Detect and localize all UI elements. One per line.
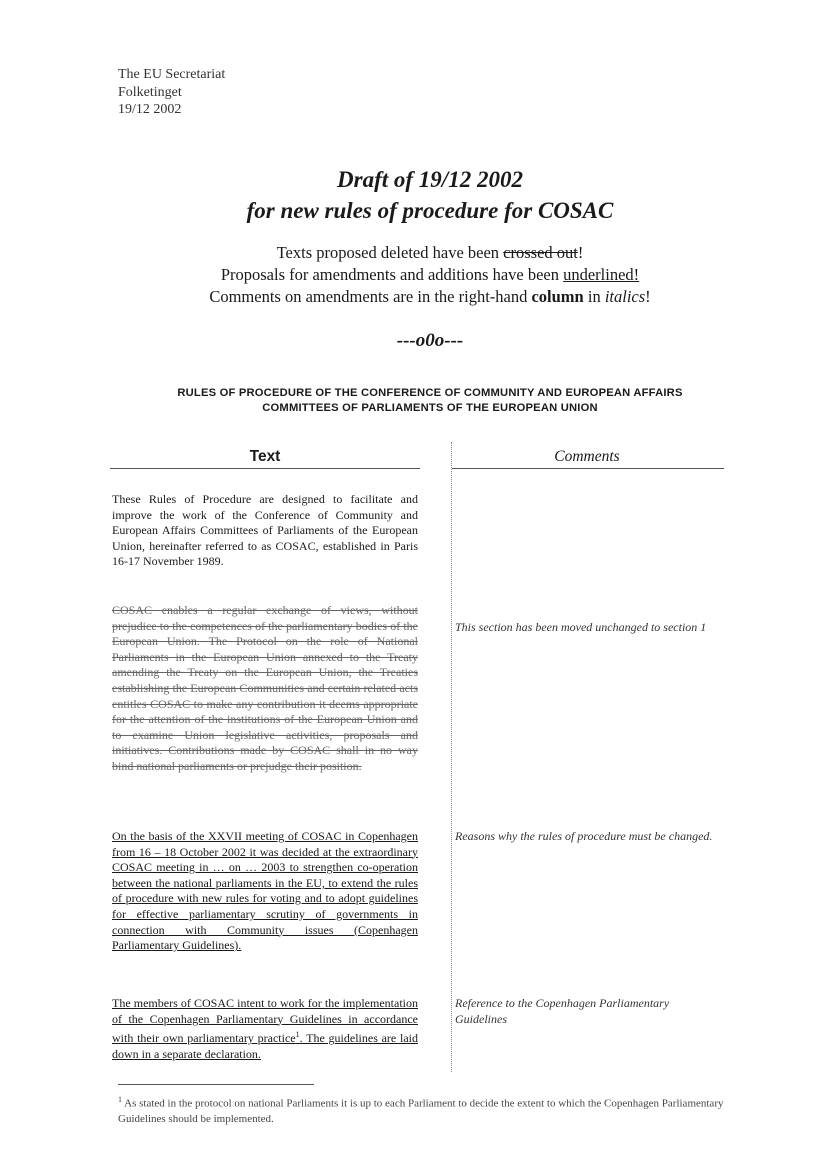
title-line-1: Draft of 19/12 2002 xyxy=(337,167,523,192)
comments-heading-rule xyxy=(452,468,724,469)
legend-comments-text: Comments on amendments are in the right-hand xyxy=(209,287,532,306)
comment-reference: Reference to the Copenhagen Parliamentary Guidelines xyxy=(455,996,670,1026)
comments-column-heading: Comments xyxy=(554,448,620,465)
footnote-number: 1 xyxy=(118,1095,122,1104)
footnote xyxy=(118,1092,728,1127)
legend-deleted xyxy=(0,242,832,264)
title-line-2: for new rules of procedure for COSAC xyxy=(246,198,614,223)
legend-comments-italic: italics xyxy=(604,287,646,306)
comment-reasons: Reasons why the rules of procedure must be changed. xyxy=(455,829,713,843)
footnote-ref: 1 xyxy=(295,1030,300,1040)
legend-deleted-text: Texts proposed deleted have been xyxy=(276,243,504,262)
comment-moved: This section has been moved unchanged to section 1 xyxy=(455,620,707,634)
secretariat-header xyxy=(118,66,225,119)
paragraph-added-basis: On the basis of the XXVII meeting of COSAC in Copenhagen from 16 – 18 October 2002 it was decided at the extraordinary COSAC meeting in … on … 2003 to strengthen co-operation between the national parliaments in the EU, to extend the rules of procedure with new rules for voting and to adopt guidelines for effective parliamentary scrutiny of governments in connection with Community issues (Copenhagen Parliamentary Guidelines). xyxy=(112,829,418,953)
legend-comments-bold: column xyxy=(531,287,584,306)
section-separator: ---o0o--- xyxy=(396,330,464,351)
legend-deleted-suffix: ! xyxy=(577,243,584,262)
rules-heading-line-2: COMMITTEES OF PARLIAMENTS OF THE EUROPEAN UNION xyxy=(262,402,598,414)
paragraph-intro: These Rules of Procedure are designed to facilitate and improve the work of the Conference of Community and European Affairs Committees of Parliaments of the European Union, hereinafter referred to as COSAC, established in Paris 16-17 November 1989. xyxy=(112,492,418,569)
paragraph-members-end: . The guidelines are laid down in a separate declaration. xyxy=(112,1031,418,1061)
document-title xyxy=(0,164,832,226)
rules-heading xyxy=(60,386,800,416)
header-line-2: Folketinget xyxy=(118,84,182,100)
paragraph-deleted: COSAC enables a regular exchange of views, without prejudice to the competences of the parliamentary bodies of the European Union. The Protocol on the role of National Parliaments in the European Union annexed to the Treaty amending the Treaty on the European Union, the Treaties establishing the European Communities and certain related acts entitles COSAC to make any contribution it deems appropriate for the attention of the institutions of the European Union and to examine Union legislative activities, proposals and initiatives. Contributions made by COSAC shall in no way bind national parliaments or prejudge their position. xyxy=(112,603,418,773)
intro-legend xyxy=(0,242,832,308)
footnote-rule xyxy=(118,1084,314,1085)
header-line-1: The EU Secretariat xyxy=(118,67,226,82)
text-column-heading: Text xyxy=(249,448,281,465)
paragraph-added-members xyxy=(112,996,418,1062)
legend-added-text: Proposals for amendments and additions have been xyxy=(220,265,564,284)
legend-deleted-example: crossed out xyxy=(503,243,578,262)
legend-comments-mid: in xyxy=(583,287,605,306)
paragraph-members-text: The members of COSAC intent to work for the implementation of the Copenhagen Parliamentary Guidelines in accordance with their own parliamentary practice xyxy=(112,996,418,1046)
legend-comments-suffix: ! xyxy=(645,287,651,306)
rules-heading-line-1: RULES OF PROCEDURE OF THE CONFERENCE OF COMMUNITY AND EUROPEAN AFFAIRS xyxy=(177,387,683,399)
legend-added-example: underlined! xyxy=(563,265,640,284)
footnote-text: As stated in the protocol on national Parliaments it is up to each Parliament to decide the extent to which the Copenhagen Parliamentary Guidelines should be implemented. xyxy=(118,1097,724,1125)
text-heading-rule xyxy=(110,468,420,469)
legend-added xyxy=(0,264,832,286)
header-date: 19/12 2002 xyxy=(118,102,182,117)
column-divider-full xyxy=(451,442,452,1072)
legend-comments xyxy=(0,286,832,308)
